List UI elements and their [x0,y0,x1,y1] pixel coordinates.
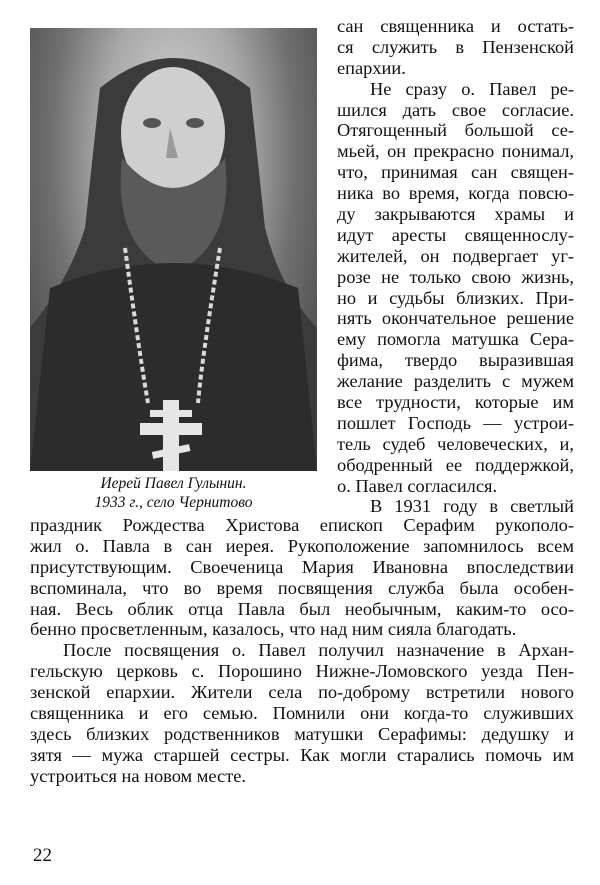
text-line: присутствующим. Своеченица Мария Ивановна впоследствии [30,556,574,577]
text-line: здесь близких родственников матушки Серафимы: дедушку и [30,723,574,744]
text-line: пошлет Господь — устрои- [337,412,574,433]
text-line: ду закрываются храмы и [337,204,574,225]
text-line: ся служить в Пензенской [337,36,574,57]
caption-line: 1933 г., село Чернитово [94,494,253,511]
text-line: тель судеб человеческих, и, [337,433,574,454]
text-line: священника и его семью. Помнили они когда-то служивших [30,703,574,724]
text-line: зенской епархии. Жители села по-доброму встретили нового [30,682,574,703]
text-line: зятя — мужа старшей сестры. Как могли старались помочь им [30,744,574,765]
text-line: бенно просветленным, казалось, что над ним сияла благодать. [30,619,517,640]
caption-line: Иерей Павел Гулынин. [100,475,247,492]
text-line: розе не только свою жизнь, [337,266,574,287]
text-line: В 1931 году в светлый [370,496,574,517]
text-line: все трудности, которые им [337,392,574,413]
page-number: 22 [33,845,52,866]
text-line: После посвящения о. Павел получил назначение в Архан- [63,640,574,661]
text-line: епархии. [337,57,406,78]
text-line: устроиться на новом месте. [30,765,246,786]
text-line: праздник Рождества Христова епископ Серафим рукополо- [30,515,574,535]
text-line: но и судьбы близких. При- [337,287,574,308]
text-line: ная. Весь облик отца Павла был необычным, каким-то осо- [30,598,574,619]
full-width-text [30,515,574,787]
text-line: Отягощенный большой се- [337,120,574,141]
text-line: ободренный ее поддержкой, [337,454,574,475]
text-line: мьей, он прекрасно понимал, [337,141,574,162]
text-line: вспоминала, что во время посвящения служба была особен- [30,577,574,598]
text-line: фима, твердо выразившая [337,350,574,371]
text-line: сан священника и остать- [337,16,574,36]
text-line: нять окончательное решение [337,308,574,329]
right-column-text [337,16,574,517]
text-line: о. Павел согласился. [337,475,498,496]
text-line: жил о. Павла в сан иерея. Рукоположение запомнилось всем [30,535,574,556]
text-line: Не сразу о. Павел ре- [370,78,574,99]
text-line: ему помогла матушка Сера- [337,329,574,350]
photo-caption [30,474,317,512]
text-line: идут аресты священнослу- [337,224,574,245]
text-line: что, принимая сан священ- [337,162,574,183]
priest-portrait-icon [30,28,317,471]
text-line: гельскую церковь с. Порошино Нижне-Ломовского уезда Пен- [30,661,574,682]
text-line: желание разделить с мужем [337,371,574,392]
text-line: жителей, он подвергает уг- [337,245,574,266]
text-line: шился дать свое согласие. [337,99,574,120]
portrait-photo [30,28,317,471]
text-line: ника во время, когда повсю- [337,183,574,204]
